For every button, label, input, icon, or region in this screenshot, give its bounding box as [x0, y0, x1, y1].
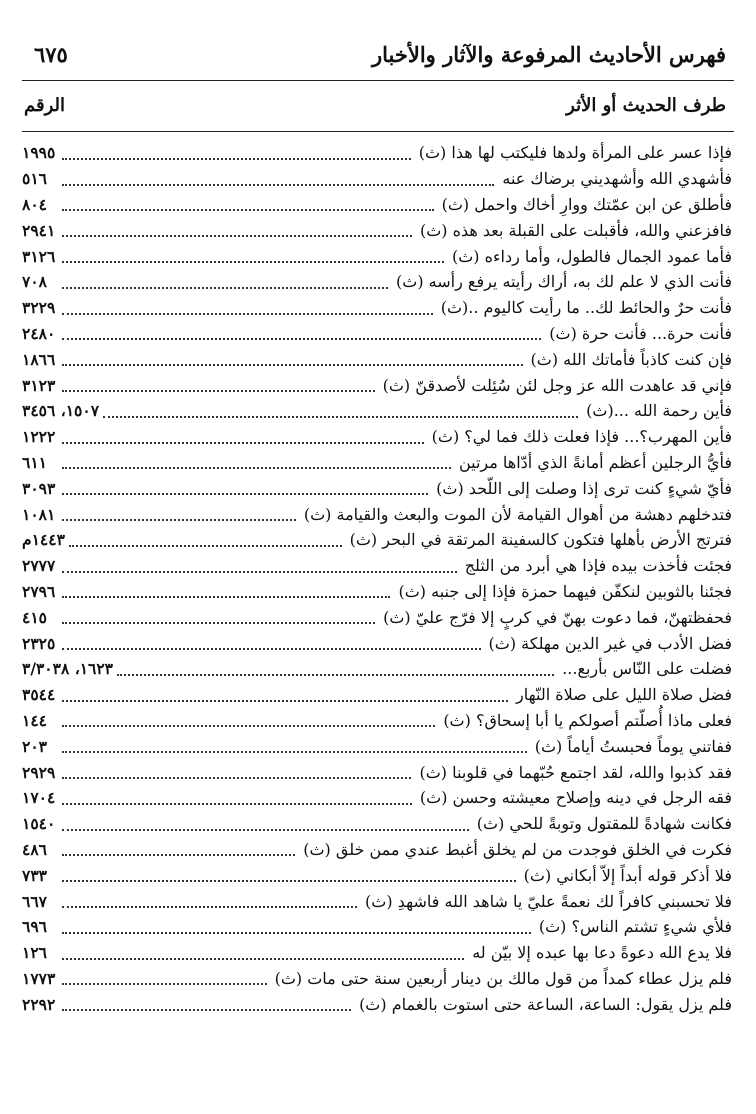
leader-dots: [62, 622, 375, 624]
leader-dots: [62, 493, 428, 495]
list-item: [22, 579, 732, 605]
entry-number: ١٢٦: [22, 943, 47, 963]
entry-number: ٢٧٩٦: [22, 581, 56, 601]
leader-dots: [62, 338, 541, 340]
list-item: [22, 811, 732, 837]
entry-text: فأيّ شيءٍ كنت ترى إذا وصلت إلى اللّحد (ث): [432, 479, 732, 498]
list-item: [22, 166, 732, 192]
list-item: [22, 914, 732, 940]
entry-number: ١٧٠٤: [22, 788, 56, 808]
leader-dots: [62, 442, 424, 444]
entry-text: فلا يدع الله دعوةً دعا بها عبده إلا بيّن له: [468, 943, 732, 962]
entry-number: ٧٣٣: [22, 865, 47, 885]
list-item: [22, 475, 732, 501]
leader-dots: [62, 571, 457, 573]
entry-text: فإني قد عاهدت الله عز وجل لئن سُئِلت لأصدقنّ (ث): [379, 376, 732, 395]
entry-number: ٢٩٤١: [22, 220, 56, 240]
leader-dots: [62, 880, 516, 882]
list-item: [22, 966, 732, 992]
list-item: [22, 940, 732, 966]
entry-number: ٢٠٣: [22, 736, 47, 756]
entry-text: فلا تحسبني كافراً لك نعمةً عليّ يا شاهد الله فاشهدِ (ث): [361, 892, 732, 911]
entry-number: ١٧٧٣: [22, 968, 56, 988]
list-item: [22, 604, 732, 630]
entry-number: ١٩٩٥: [22, 143, 56, 163]
page-title: فهرس الأحاديث المرفوعة والآثار والأخبار: [372, 42, 726, 67]
list-item: [22, 501, 732, 527]
entry-number: ١٦٢٣، ٣/٣٠٣٨: [22, 659, 114, 679]
list-item: [22, 243, 732, 269]
leader-dots: [62, 906, 357, 908]
entry-number: ٢٣٢٥: [22, 633, 56, 653]
leader-dots: [62, 596, 390, 598]
list-item: [22, 346, 732, 372]
entry-text: فأنت الذي لا علم لك به، أراك رأيته يرفع رأسه (ث): [392, 272, 732, 291]
column-header-text: طرف الحديث أو الأثر: [566, 95, 726, 116]
entry-text: فأنت حرة... فأنت حرة (ث): [545, 324, 732, 343]
entry-text: ففاتني يوماً فحبستُ أياماً (ث): [531, 737, 732, 756]
leader-dots: [62, 829, 469, 831]
list-item: [22, 398, 732, 424]
list-item: [22, 217, 732, 243]
entry-text: فكرت في الخلق فوجدت من لم يخلق أغبط عندي ممن خلق (ث): [299, 840, 732, 859]
entry-text: فأما عمود الجمال فالطول، وأما رداءه (ث): [448, 247, 732, 266]
column-header-rule: [22, 131, 734, 132]
leader-dots: [62, 803, 412, 805]
leader-dots: [62, 648, 481, 650]
entry-number: ٦٩٦: [22, 917, 47, 937]
leader-dots: [62, 467, 451, 469]
entry-number: ١٤٤: [22, 710, 47, 730]
entry-text: فضلت على النّاس بأربع...: [558, 659, 732, 678]
leader-dots: [62, 932, 531, 934]
page-number: ٦٧٥: [34, 42, 68, 67]
entry-text: فافزعني والله، فأقبلت على القبلة بعد هذه (ث): [416, 221, 732, 240]
leader-dots: [62, 261, 444, 263]
entry-text: فعلى ماذا أُصلّتم أصولكم يا أبا إسحاق؟ (ث): [439, 711, 732, 730]
entry-text: فجئت فأخذت بيده فإذا هي أبرد من الثلج: [461, 556, 732, 575]
entry-number: ٣٢٢٩: [22, 298, 56, 318]
entry-number: ١٤٤٣م: [22, 530, 65, 550]
entry-text: فأين المهرب؟... فإذا فعلت ذلك فما لي؟ (ث): [428, 427, 732, 446]
list-item: [22, 321, 732, 347]
entry-text: فجئنا بالثوبين لنكفّن فيهما حمزة فإذا إلى جنبه (ث): [394, 582, 732, 601]
list-item: [22, 837, 732, 863]
entry-number: ٣٠٩٣: [22, 478, 56, 498]
leader-dots: [62, 158, 411, 160]
leader-dots: [62, 287, 388, 289]
entry-number: ٢٩٢٩: [22, 762, 56, 782]
entry-text: فلأي شيءٍ تشتم الناس؟ (ث): [535, 917, 732, 936]
entry-text: فلا أذكر قوله أبداً إلاّ أبكاني (ث): [520, 866, 732, 885]
leader-dots: [62, 700, 508, 702]
list-item: [22, 553, 732, 579]
list-item: [22, 888, 732, 914]
entry-text: فأنت حرٌ والحائط لك.. ما رأيت كاليوم ..(ث): [437, 298, 732, 317]
leader-dots: [62, 777, 411, 779]
entry-number: ٢٤٨٠: [22, 323, 56, 343]
entry-text: فأيُّ الرجلين أعظم أمانةً الذي أدّاها مرتين: [455, 453, 732, 472]
entry-text: فحفظتهنّ، فما دعوت بهنّ في كربٍ إلا فرّج عليّ (ث): [379, 608, 732, 627]
list-item: [22, 733, 732, 759]
list-item: [22, 140, 732, 166]
list-item: [22, 269, 732, 295]
list-item: [22, 656, 732, 682]
entry-number: ٤٨٦: [22, 839, 47, 859]
leader-dots: [62, 854, 295, 856]
leader-dots: [117, 674, 554, 676]
leader-dots: [62, 184, 494, 186]
leader-dots: [62, 725, 435, 727]
entry-number: ٢٧٧٧: [22, 556, 56, 576]
entry-text: فإن كنت كاذباً فأماتك الله (ث): [527, 350, 732, 369]
entry-number: ١٥٤٠: [22, 814, 56, 834]
leader-dots: [62, 364, 523, 366]
entry-number: ٥١٦: [22, 169, 47, 189]
entry-text: فأين رحمة الله ...(ث): [582, 401, 732, 420]
leader-dots: [62, 1009, 351, 1011]
entry-text: فأشهدي الله وأشهديني برضاك عنه: [498, 169, 732, 188]
entry-number: ٧٠٨: [22, 272, 47, 292]
list-item: [22, 450, 732, 476]
list-item: [22, 527, 732, 553]
entry-number: ١٥٠٧، ٣٤٥٦: [22, 401, 100, 421]
list-item: [22, 630, 732, 656]
entry-text: فأطلق عن ابن عمّتك ووارِ أخاك واحمل (ث): [438, 195, 732, 214]
entry-text: فلم يزل عطاء كمداً من قول مالك بن دينار أربعين سنة حتى مات (ث): [271, 969, 732, 988]
list-item: [22, 372, 732, 398]
entry-number: ١٨٦٦: [22, 349, 56, 369]
entry-text: فضل صلاة الليل على صلاة النّهار: [512, 685, 732, 704]
list-item: [22, 192, 732, 218]
leader-dots: [62, 390, 375, 392]
entry-number: ٣١٢٦: [22, 246, 56, 266]
entry-text: فكانت شهادةً للمقتول وتوبةً للحي (ث): [473, 814, 732, 833]
list-item: [22, 295, 732, 321]
entry-number: ١٠٨١: [22, 504, 56, 524]
leader-dots: [62, 209, 434, 211]
entry-number: ٨٠٤: [22, 194, 47, 214]
entry-number: ٢٢٩٢: [22, 994, 56, 1014]
header-rule: [22, 80, 734, 81]
entries-list: [22, 140, 732, 1017]
entry-text: فتدخلهم دهشة من أهوال القيامة لأن الموت والبعث والقيامة (ث): [300, 505, 732, 524]
list-item: [22, 862, 732, 888]
list-item: [22, 759, 732, 785]
entry-text: فقه الرجل في دينه وإصلاح معيشته وحسن (ث): [416, 788, 732, 807]
list-item: [22, 991, 732, 1017]
leader-dots: [62, 519, 296, 521]
leader-dots: [69, 545, 342, 547]
list-item: [22, 424, 732, 450]
entry-number: ٣١٢٣: [22, 375, 56, 395]
leader-dots: [62, 983, 267, 985]
leader-dots: [62, 235, 412, 237]
entry-text: فإذا عسر على المرأة ولدها فليكتب لها هذا (ث): [415, 143, 732, 162]
entry-number: ٤١٥: [22, 607, 47, 627]
leader-dots: [62, 313, 433, 315]
entry-number: ١٢٢٢: [22, 427, 56, 447]
column-header-number: الرقم: [24, 95, 66, 116]
entry-text: فلم يزل يقول: الساعة، الساعة حتى استوت بالغمام (ث): [355, 995, 732, 1014]
entry-number: ٦١١: [22, 452, 47, 472]
entry-number: ٦٦٧: [22, 891, 47, 911]
entry-text: فقد كذبوا والله، لقد اجتمع حُبّهما في قلوبنا (ث): [415, 763, 732, 782]
list-item: [22, 682, 732, 708]
entry-text: فترتج الأرض بأهلها فتكون كالسفينة المرتقة في البحر (ث): [346, 530, 732, 549]
list-item: [22, 708, 732, 734]
entry-number: ٣٥٤٤: [22, 685, 56, 705]
entry-text: فضل الأدب في غير الدين مهلكة (ث): [485, 634, 732, 653]
leader-dots: [103, 416, 578, 418]
leader-dots: [62, 958, 464, 960]
leader-dots: [62, 751, 527, 753]
list-item: [22, 785, 732, 811]
